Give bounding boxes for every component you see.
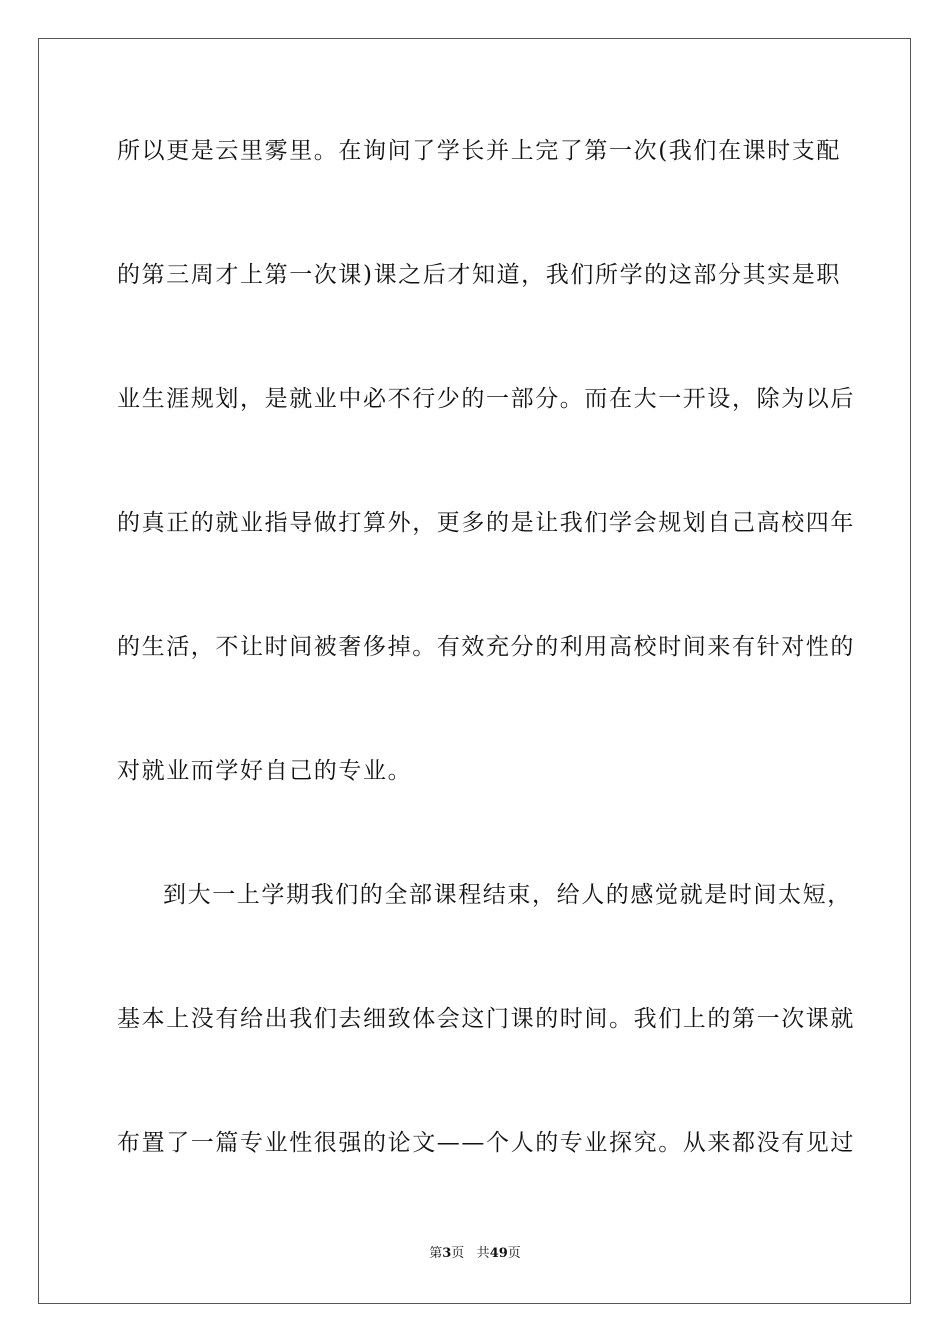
page-footer bbox=[0, 1245, 950, 1263]
text-line-5: 的生活，不让时间被奢侈掉。有效充分的利用高校时间来有针对性的 bbox=[117, 634, 855, 660]
text-line-3: 业生涯规划，是就业中必不行少的一部分。而在大一开设，除为以后 bbox=[117, 386, 855, 412]
footer-total-prefix: 共 bbox=[476, 1246, 490, 1261]
footer-page-number: 3 bbox=[442, 1246, 452, 1261]
text-line-4: 的真正的就业指导做打算外，更多的是让我们学会规划自己高校四年 bbox=[117, 510, 855, 536]
text-line-1: 所以更是云里雾里。在询问了学长并上完了第一次(我们在课时支配 bbox=[117, 138, 841, 164]
text-line-7: 到大一上学期我们的全部课程结束，给人的感觉就是时间太短， bbox=[163, 882, 852, 908]
footer-page-suffix: 页 bbox=[451, 1246, 465, 1261]
text-line-8: 基本上没有给出我们去细致体会这门课的时间。我们上的第一次课就 bbox=[117, 1006, 855, 1032]
page-border bbox=[38, 38, 911, 1304]
footer-total-pages: 49 bbox=[489, 1246, 508, 1261]
text-line-9: 布置了一篇专业性很强的论文——个人的专业探究。从来都没有见过 bbox=[117, 1130, 855, 1156]
footer-total-suffix: 页 bbox=[507, 1246, 521, 1261]
footer-page-prefix: 第 bbox=[429, 1246, 443, 1261]
text-line-6: 对就业而学好自己的专业。 bbox=[117, 758, 413, 784]
text-line-2: 的第三周才上第一次课)课之后才知道，我们所学的这部分其实是职 bbox=[117, 262, 841, 288]
